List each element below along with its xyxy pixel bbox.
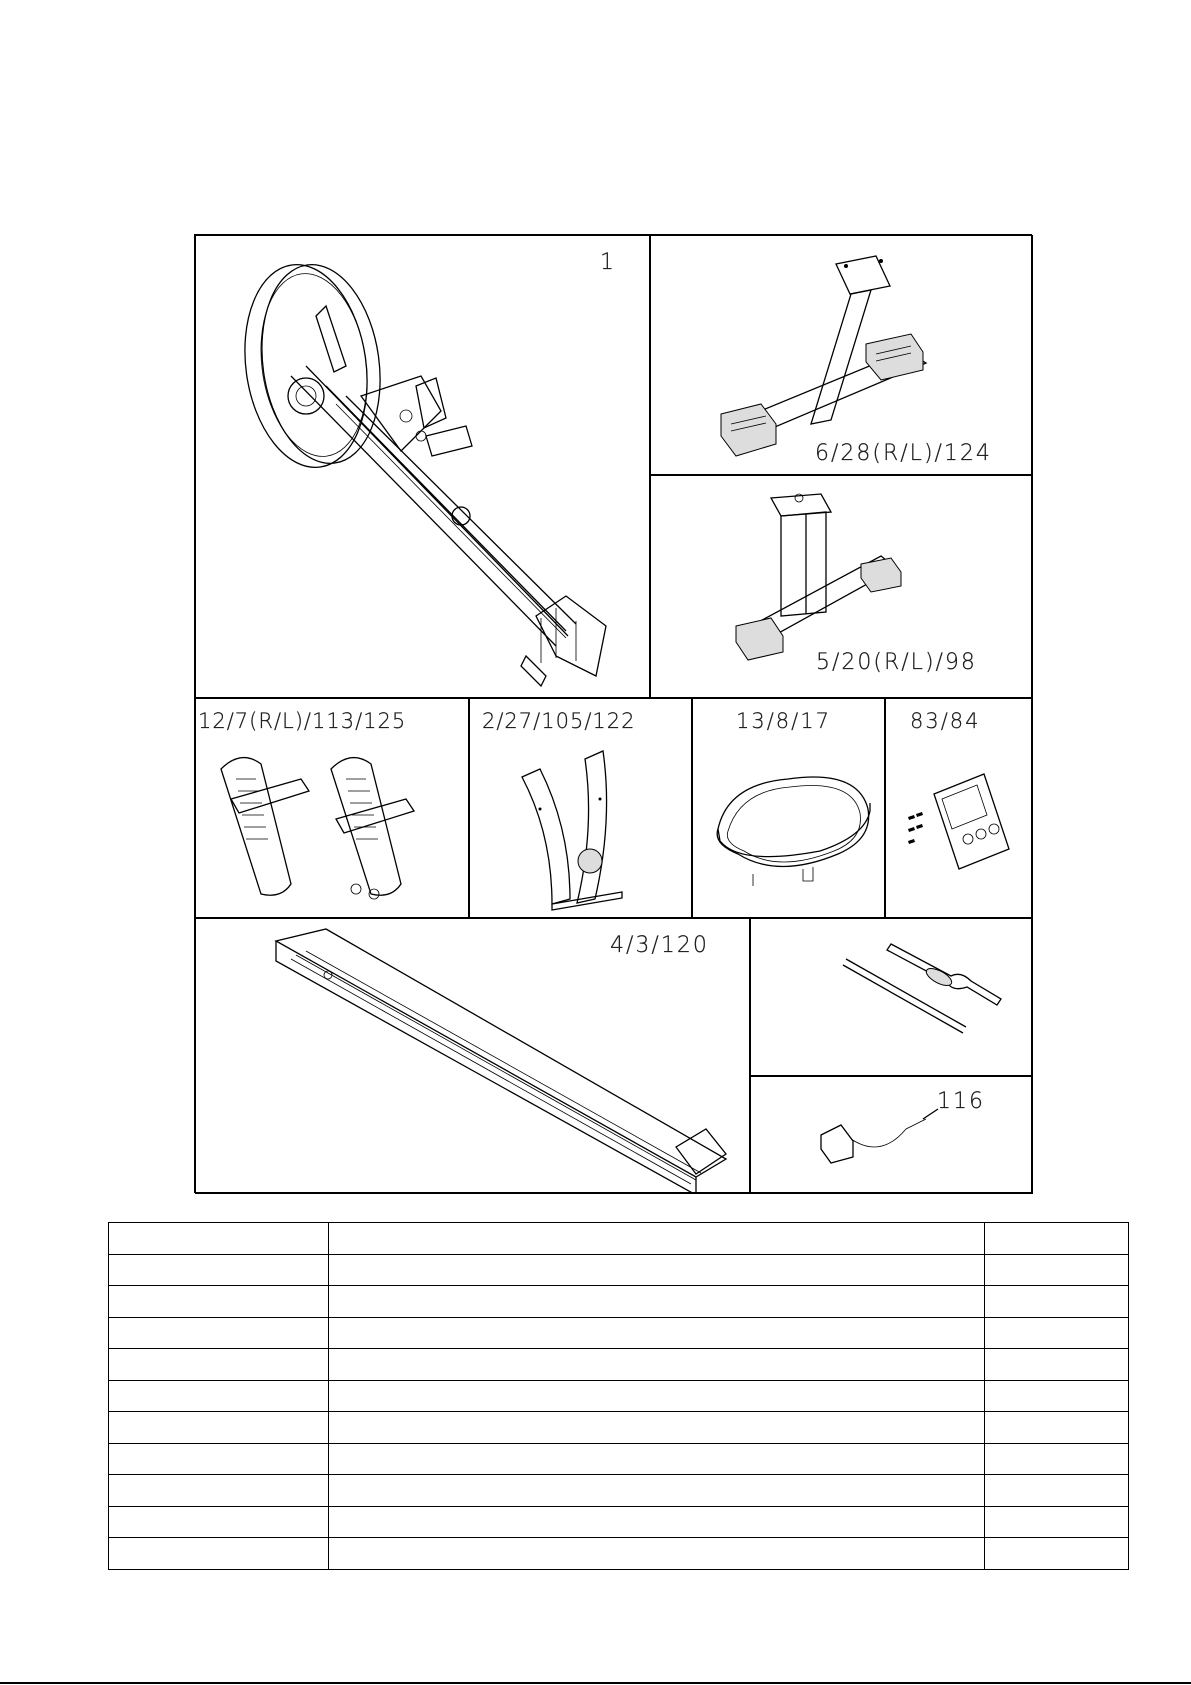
table-cell xyxy=(329,1380,985,1412)
panel-label-monitor: 83/84 xyxy=(910,709,981,733)
slide-rail-drawing xyxy=(196,919,750,1194)
parts-table xyxy=(108,1222,1129,1570)
panel-front-stabilizer xyxy=(650,235,1033,475)
panel-rear-stabilizer xyxy=(650,475,1033,698)
panel-main-frame xyxy=(195,235,650,698)
table-cell xyxy=(329,1412,985,1444)
table-row xyxy=(109,1380,1129,1412)
panel-label-adapter: 116 xyxy=(937,1089,985,1114)
table-cell xyxy=(109,1412,329,1444)
table-row xyxy=(109,1349,1129,1381)
table-row xyxy=(109,1506,1129,1538)
table-cell xyxy=(985,1317,1129,1349)
table-row xyxy=(109,1443,1129,1475)
table-cell xyxy=(109,1254,329,1286)
handlebar-drawing xyxy=(751,919,1033,1076)
monitor-drawing xyxy=(886,699,1033,918)
monitor-bracket-drawing xyxy=(470,699,692,918)
table-cell xyxy=(109,1380,329,1412)
table-cell xyxy=(329,1506,985,1538)
table-cell xyxy=(329,1223,985,1255)
table-cell xyxy=(329,1475,985,1507)
table-row xyxy=(109,1223,1129,1255)
table-cell xyxy=(109,1349,329,1381)
table-cell xyxy=(109,1538,329,1570)
panel-label-pedals: 12/7(R/L)/113/125 xyxy=(198,709,407,733)
table-cell xyxy=(109,1443,329,1475)
panel-adapter xyxy=(750,1076,1033,1194)
front-stabilizer-drawing xyxy=(651,236,1033,475)
table-row xyxy=(109,1412,1129,1444)
panel-label-slide-rail: 4/3/120 xyxy=(610,933,709,958)
table-cell xyxy=(109,1475,329,1507)
table-cell xyxy=(329,1349,985,1381)
panel-slide-rail xyxy=(195,918,750,1194)
table-cell xyxy=(985,1254,1129,1286)
table-cell xyxy=(985,1443,1129,1475)
pedals-drawing xyxy=(196,699,469,918)
table-row xyxy=(109,1475,1129,1507)
table-cell xyxy=(109,1506,329,1538)
table-cell xyxy=(329,1443,985,1475)
table-cell xyxy=(329,1538,985,1570)
table-cell xyxy=(329,1317,985,1349)
table-row xyxy=(109,1254,1129,1286)
table-cell xyxy=(985,1223,1129,1255)
table-cell xyxy=(109,1317,329,1349)
seat-drawing xyxy=(693,699,885,918)
table-cell xyxy=(985,1412,1129,1444)
table-cell xyxy=(329,1286,985,1318)
table-row xyxy=(109,1538,1129,1570)
table-cell xyxy=(109,1286,329,1318)
table-row xyxy=(109,1317,1129,1349)
table-cell xyxy=(985,1349,1129,1381)
panel-label-front-stabilizer: 6/28(R/L)/124 xyxy=(815,441,992,466)
table-cell xyxy=(985,1286,1129,1318)
parts-grid xyxy=(194,234,1032,1193)
panel-pedals xyxy=(195,698,469,918)
panel-label-seat: 13/8/17 xyxy=(736,709,831,733)
rear-stabilizer-drawing xyxy=(651,476,1033,698)
panel-handlebar xyxy=(750,918,1033,1076)
panel-monitor xyxy=(885,698,1033,918)
table-cell xyxy=(985,1475,1129,1507)
table-cell xyxy=(985,1506,1129,1538)
adapter-drawing xyxy=(751,1077,1033,1194)
panel-label-monitor-bracket: 2/27/105/122 xyxy=(482,709,636,733)
panel-monitor-bracket xyxy=(469,698,692,918)
table-cell xyxy=(985,1538,1129,1570)
page-bottom-rule xyxy=(0,1682,1191,1684)
panel-label-rear-stabilizer: 5/20(R/L)/98 xyxy=(816,650,977,675)
parts-table-body xyxy=(109,1223,1129,1570)
table-cell xyxy=(329,1254,985,1286)
table-row xyxy=(109,1286,1129,1318)
table-cell xyxy=(109,1223,329,1255)
table-cell xyxy=(985,1380,1129,1412)
panel-label-main-frame: 1 xyxy=(600,250,616,275)
main-frame-drawing xyxy=(196,236,650,698)
panel-seat xyxy=(692,698,885,918)
